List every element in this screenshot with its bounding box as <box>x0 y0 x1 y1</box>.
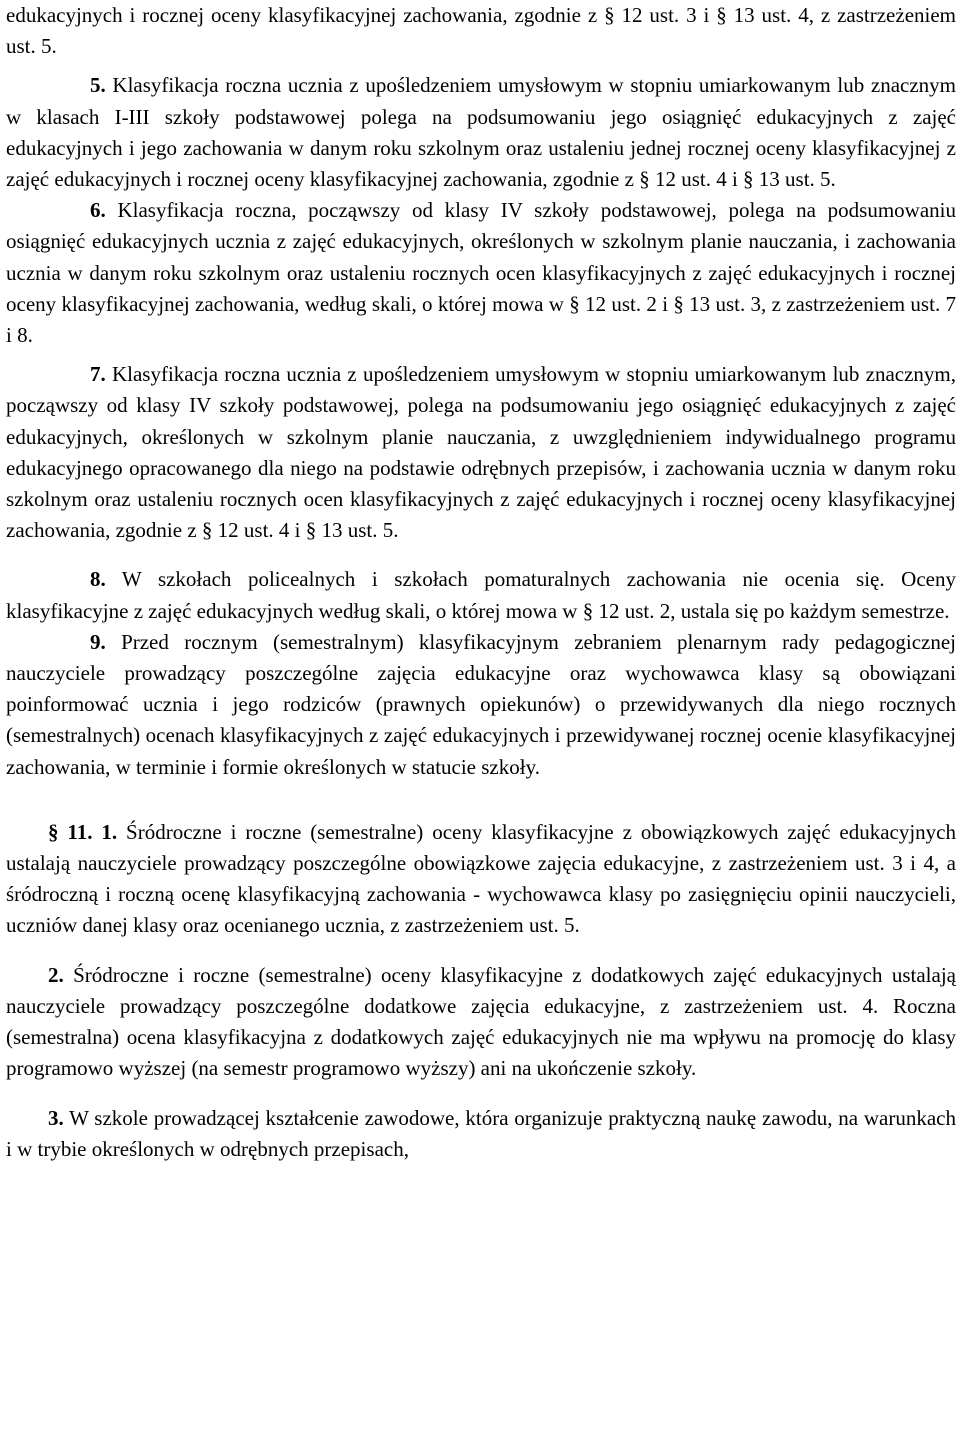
paragraph-text: Przed rocznym (semestralnym) klasyfikacyjnym zebraniem plenarnym rady pedagogicznej nauczyciele prowadzący poszczególne zajęcia edukacyjne oraz wychowawca klasy są obowiązani poinformować ucznia i jego rodziców (prawnych opiekunów) o przewidywanych dla niego rocznych (semestralnych) ocenach klasyfikacyjnych z zajęć edukacyjnych i przewidywanej rocznej ocenie klasyfikacyjnej zachowania, w terminie i formie określonych w statucie szkoły. <box>6 629 956 779</box>
paragraph-continuation <box>6 0 956 62</box>
paragraph-7 <box>6 359 956 546</box>
paragraph-text: Śródroczne i roczne (semestralne) oceny klasyfikacyjne z obowiązkowych zajęć edukacyjnych ustalają nauczyciele prowadzący poszczególne obowiązkowe zajęcia edukacyjne, z zastrzeżeniem ust. 3 i 4, a śródroczną i roczną ocenę klasyfikacyjną zachowania - wychowawca klasy po zasięgnięciu opinii nauczycieli, uczniów danej klasy oraz ocenianego ucznia, z zastrzeżeniem ust. 5. <box>6 819 956 938</box>
paragraph-text: Klasyfikacja roczna ucznia z upośledzeniem umysłowym w stopniu umiarkowanym lub znacznym w klasach I-III szkoły podstawowej polega na podsumowaniu jego osiągnięć edukacyjnych z zajęć edukacyjnych i jego zachowania w danym roku szkolnym oraz ustaleniu jednej rocznej oceny klasyfikacyjnej z zajęć edukacyjnych i rocznej oceny klasyfikacyjnej zachowania, zgodnie z § 12 ust. 4 i § 13 ust. 5. <box>6 73 956 192</box>
paragraph-6 <box>6 195 956 351</box>
paragraph-text: edukacyjnych i rocznej oceny klasyfikacyjnej zachowania, zgodnie z § 12 ust. 3 i § 13 ust. 4, z zastrzeżeniem ust. 5. <box>6 3 956 59</box>
paragraph-text: Śródroczne i roczne (semestralne) oceny klasyfikacyjne z dodatkowych zajęć edukacyjnych ustalają nauczyciele prowadzący poszczególne dodatkowe zajęcia edukacyjne, z zastrzeżeniem ust. 4. Roczna (semestralna) ocena klasyfikacyjna z dodatkowych zajęć edukacyjnych nie ma wpływu na promocję do klasy programowo wyższej (na semestr programowo wyższy) ani na ukończenie szkoły. <box>6 962 956 1081</box>
paragraph-text: W szkole prowadzącej kształcenie zawodowe, która organizuje praktyczną naukę zawodu, na warunkach i w trybie określonych w odrębnych przepisach, <box>6 1105 956 1161</box>
paragraph-text: Klasyfikacja roczna, począwszy od klasy IV szkoły podstawowej, polega na podsumowaniu osiągnięć edukacyjnych ucznia z zajęć edukacyjnych, określonych w szkolnym planie nauczania, i zachowania ucznia w danym roku szkolnym oraz ustaleniu rocznych ocen klasyfikacyjnych z zajęć edukacyjnych i rocznej oceny klasyfikacyjnej zachowania, według skali, o której mowa w § 12 ust. 2 i § 13 ust. 3, z zastrzeżeniem ust. 7 i 8. <box>6 198 956 348</box>
section-number: § 11. 1. <box>48 819 118 844</box>
paragraph-5 <box>6 70 956 195</box>
section-11-paragraph-1 <box>6 817 956 942</box>
paragraph-number: 7. <box>90 362 106 387</box>
paragraph-8 <box>6 564 956 626</box>
section-11-paragraph-3 <box>6 1103 956 1165</box>
paragraph-text: Klasyfikacja roczna ucznia z upośledzeniem umysłowym w stopniu umiarkowanym lub znacznym, począwszy od klasy IV szkoły podstawowej, polega na podsumowaniu jego osiągnięć edukacyjnych z zajęć edukacyjnych, określonych w szkolnym planie nauczania, z uwzględnieniem indywidualnego programu edukacyjnego opracowanego dla niego na podstawie odrębnych przepisów, i zachowania ucznia w danym roku szkolnym oraz ustaleniu rocznych ocen klasyfikacyjnych z zajęć edukacyjnych i rocznej oceny klasyfikacyjnej zachowania, zgodnie z § 12 ust. 4 i § 13 ust. 5. <box>6 362 956 543</box>
paragraph-number: 9. <box>90 629 106 654</box>
paragraph-number: 6. <box>90 198 106 223</box>
paragraph-text: W szkołach policealnych i szkołach pomaturalnych zachowania nie ocenia się. Oceny klasyfikacyjne z zajęć edukacyjnych według skali, o której mowa w § 12 ust. 2, ustala się po każdym semestrze. <box>6 567 956 623</box>
paragraph-number: 5. <box>90 73 106 98</box>
section-11-paragraph-2 <box>6 960 956 1085</box>
paragraph-9 <box>6 627 956 783</box>
paragraph-number: 3. <box>48 1105 64 1130</box>
document-page <box>6 0 956 1165</box>
paragraph-number: 8. <box>90 567 106 592</box>
paragraph-number: 2. <box>48 962 64 987</box>
